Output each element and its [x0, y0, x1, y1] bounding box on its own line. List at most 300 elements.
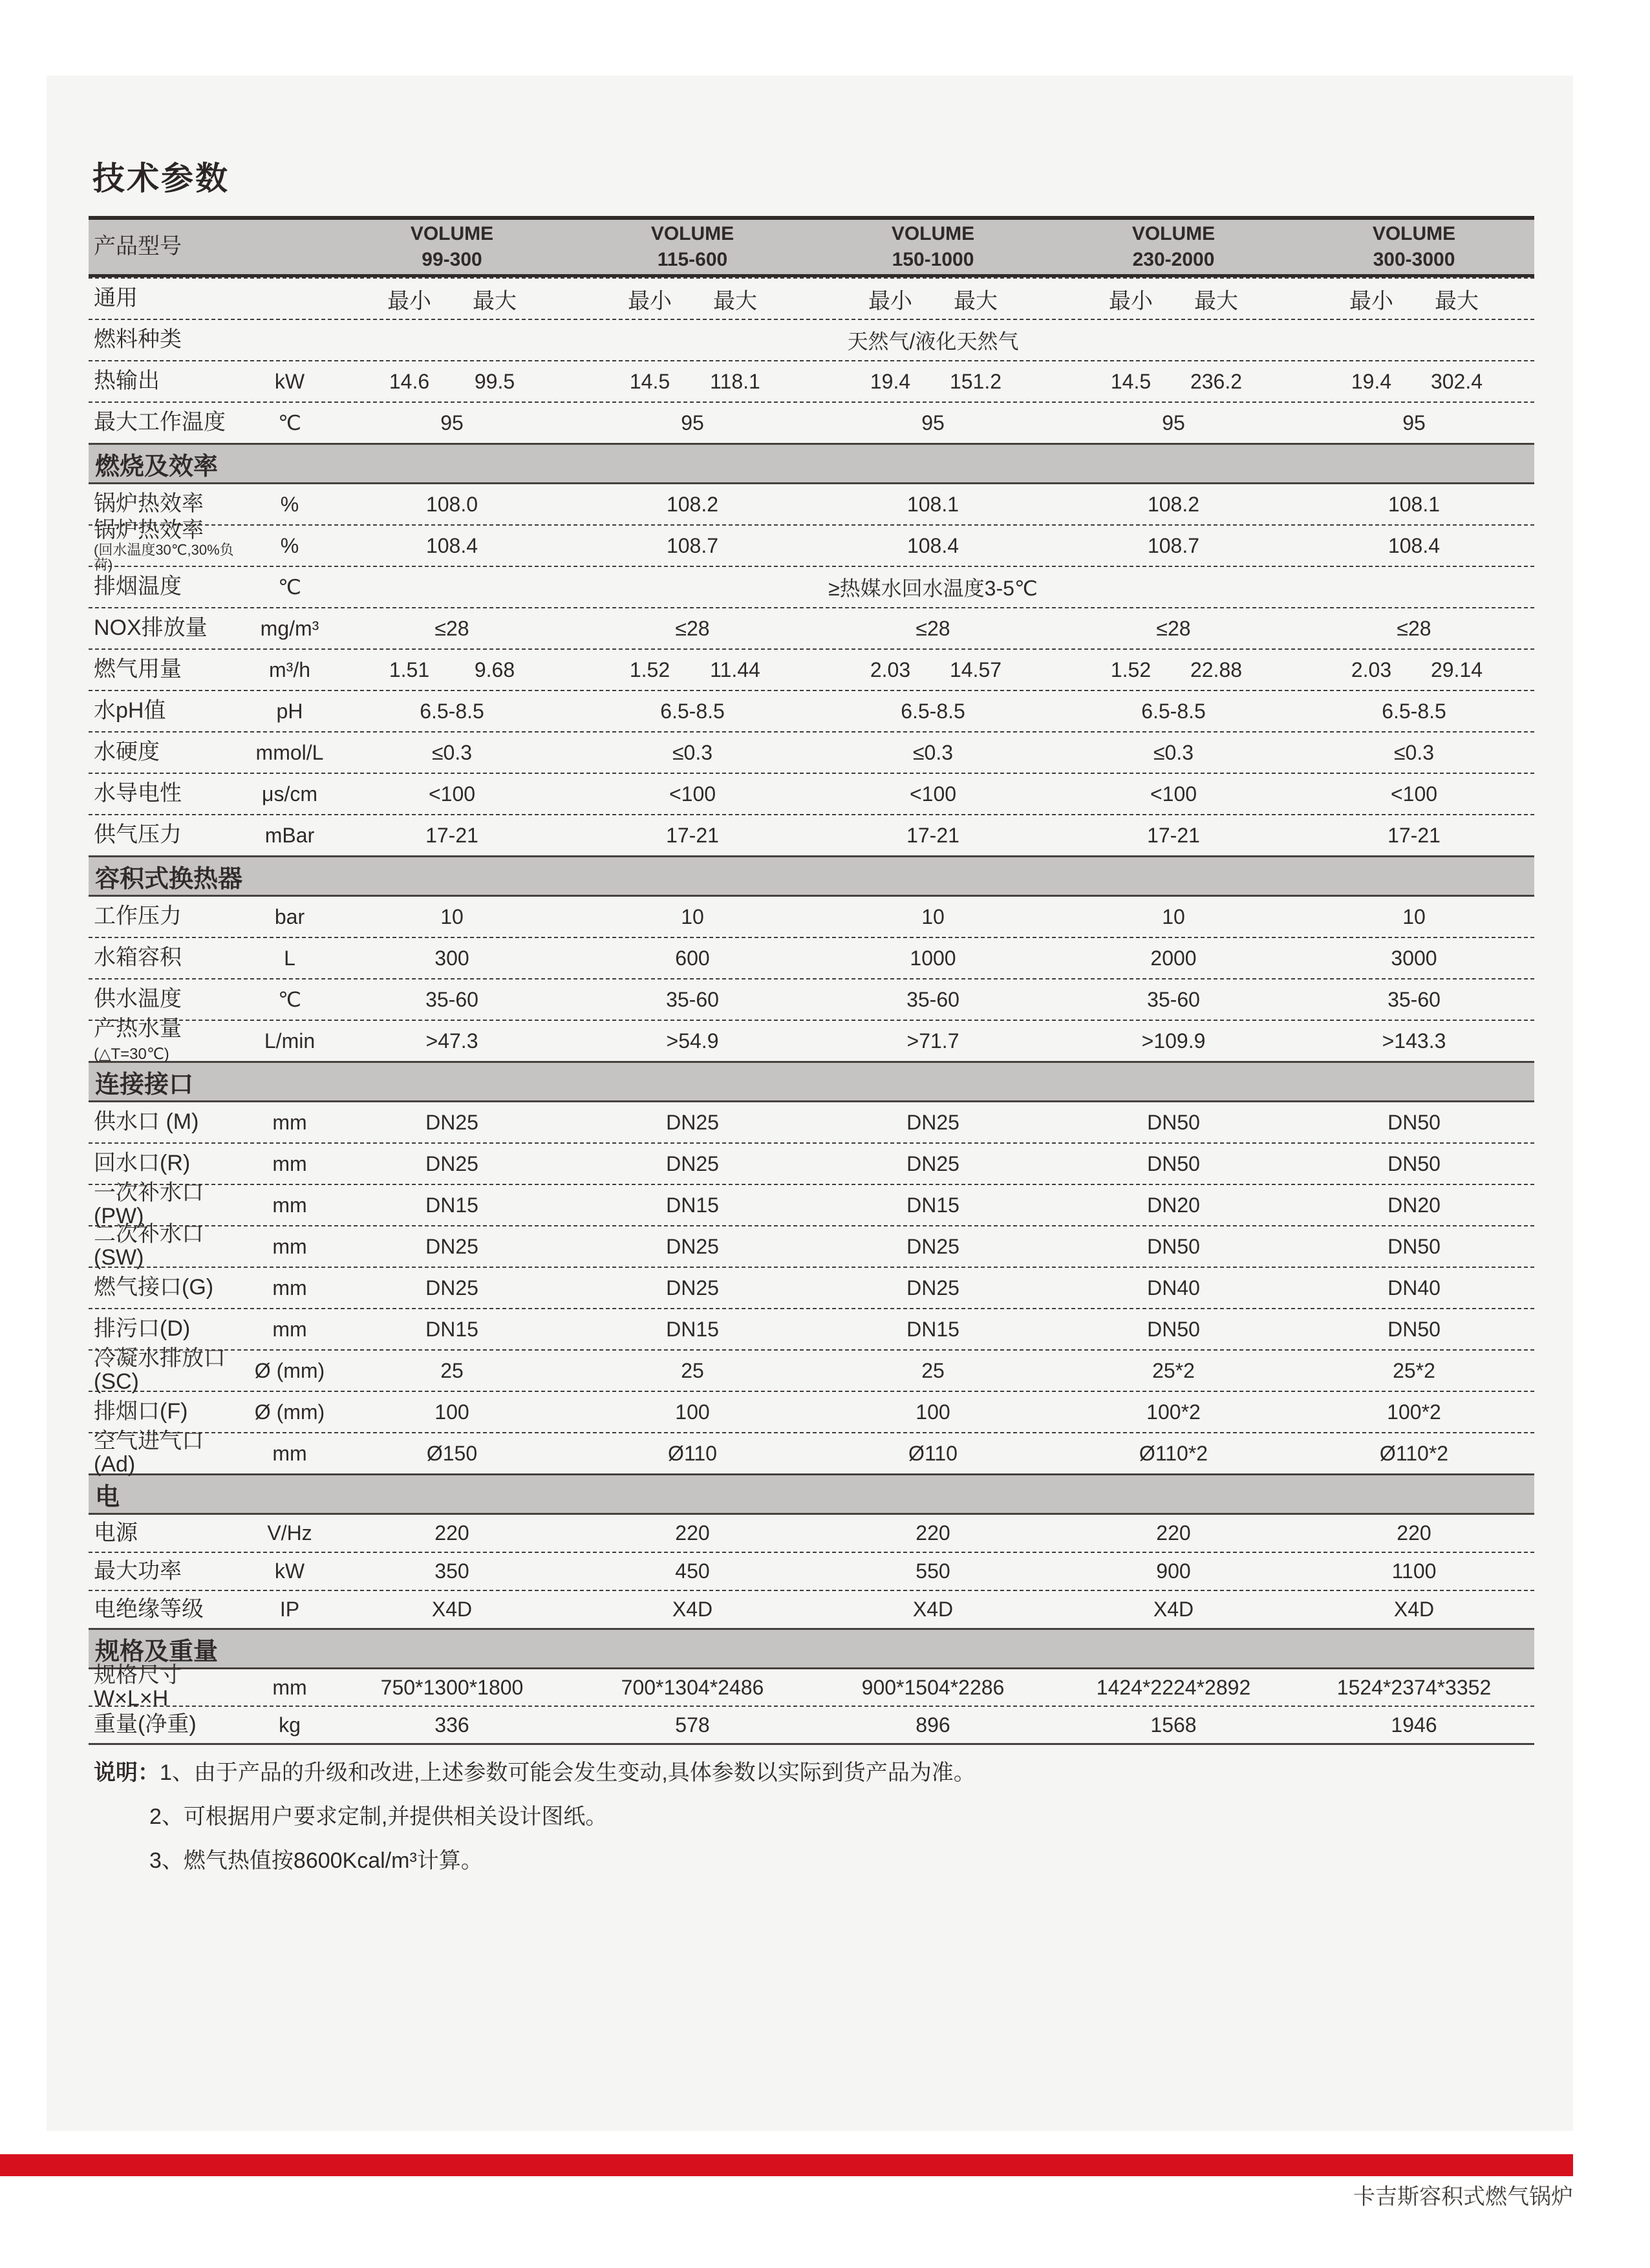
row-label-text: 重量(净重)	[94, 1712, 197, 1737]
value: 17-21	[1388, 823, 1441, 847]
row-value-cell	[332, 741, 572, 765]
table-row	[89, 1181, 1534, 1228]
row-value-cell	[813, 782, 1053, 806]
row-value-cell	[1294, 1111, 1534, 1135]
table-row	[89, 938, 1534, 979]
row-unit: mm	[272, 1317, 307, 1341]
value: ≤28	[434, 616, 469, 640]
row-label-text: 水pH值	[94, 698, 166, 723]
row-value-cell	[572, 782, 813, 806]
value: 300	[434, 946, 469, 970]
minmax-max-label: 最大	[1194, 288, 1238, 314]
value: 100	[675, 1400, 710, 1424]
value: X4D	[1153, 1598, 1194, 1621]
value: ≤0.3	[431, 740, 473, 764]
value-max: 11.44	[710, 658, 760, 681]
value: 108.2	[666, 492, 719, 516]
value: DN40	[1147, 1276, 1200, 1300]
value: 1946	[1391, 1713, 1437, 1737]
value: >109.9	[1141, 1029, 1206, 1053]
value: 220	[675, 1521, 710, 1545]
row-unit: Ø (mm)	[254, 1400, 325, 1424]
row-value-cell	[813, 1359, 1053, 1383]
value-min: 1.52	[629, 658, 670, 681]
value: <100	[428, 782, 476, 806]
value: ≤0.3	[672, 740, 713, 764]
row-unit: mm	[272, 1441, 307, 1465]
row-value-cell	[572, 1676, 813, 1700]
page-title: 技术参数	[92, 160, 230, 197]
value: 900*1504*2286	[861, 1675, 1005, 1699]
value-min: 2.03	[1351, 658, 1392, 681]
value: DN15	[666, 1317, 719, 1341]
value: >71.7	[906, 1029, 959, 1053]
row-value-cell	[572, 988, 813, 1012]
row-value-cell	[1294, 411, 1534, 435]
row-value-cell	[1053, 1400, 1294, 1424]
table-row	[89, 518, 1534, 573]
value: <100	[909, 782, 957, 806]
value: X4D	[672, 1598, 713, 1621]
row-span-value: ≥热媒水回水温度3-5℃	[828, 577, 1038, 600]
row-value-cell	[1053, 1442, 1294, 1466]
value: 1100	[1391, 1559, 1437, 1583]
value: <100	[1150, 782, 1197, 806]
row-value-cell	[813, 1111, 1053, 1135]
model-column-header	[572, 223, 813, 271]
value: 896	[916, 1713, 950, 1737]
table-row	[89, 1515, 1534, 1553]
row-label	[89, 782, 248, 806]
table-section	[89, 443, 1534, 855]
row-unit: mm	[272, 1193, 307, 1217]
row-value-cell	[572, 1359, 813, 1383]
row-value-cell	[1053, 905, 1294, 929]
value: DN25	[906, 1110, 959, 1134]
row-minmax-cell	[572, 283, 813, 315]
row-value-cell	[813, 1276, 1053, 1300]
value: >47.3	[425, 1029, 478, 1053]
row-unit: pH	[276, 699, 303, 723]
row-value-cell	[1294, 700, 1534, 723]
value: 578	[675, 1713, 710, 1737]
value: 35-60	[1388, 987, 1441, 1011]
row-label	[89, 1560, 248, 1583]
model-column-header	[1294, 223, 1534, 271]
value: DN50	[1147, 1151, 1200, 1175]
section-band-title: 规格及重量	[95, 1638, 219, 1665]
value: ≤28	[675, 616, 710, 640]
model-code: 99-300	[422, 249, 482, 270]
table-row	[89, 1392, 1534, 1433]
row-label-sub: (△T=30℃)	[94, 1045, 169, 1063]
row-value-cell	[813, 1559, 1053, 1583]
row-value-cell	[813, 947, 1053, 970]
row-label-text: 空气进气口 (Ad)	[94, 1429, 204, 1477]
minmax-max-label: 最大	[713, 288, 757, 314]
row-unit: mm	[272, 1234, 307, 1258]
value-min: 1.51	[389, 658, 430, 681]
row-value-cell	[1294, 1442, 1534, 1466]
row-value-cell	[572, 534, 813, 558]
value: 108.2	[1147, 492, 1200, 516]
row-value-cell	[813, 1029, 1053, 1053]
value: ≤0.3	[1393, 740, 1435, 764]
row-value-cell	[332, 1521, 572, 1545]
table-row	[89, 1144, 1534, 1185]
row-value-cell	[332, 1400, 572, 1424]
model-code: 230-2000	[1132, 249, 1215, 270]
value: 17-21	[666, 823, 719, 847]
row-value-cell	[572, 1559, 813, 1583]
value: 2000	[1150, 946, 1197, 970]
value: 6.5-8.5	[660, 699, 725, 723]
value: DN50	[1147, 1317, 1200, 1341]
table-row	[89, 1102, 1534, 1144]
row-unit: mm	[272, 1276, 307, 1300]
value-max: 151.2	[949, 369, 1002, 393]
row-label	[89, 370, 248, 393]
row-label-text: 供气压力	[94, 822, 182, 848]
minmax-min-label: 最小	[1109, 288, 1153, 314]
value: 6.5-8.5	[1382, 699, 1446, 723]
row-label-text: 产热水量	[94, 1016, 182, 1042]
row-value-cell	[332, 1318, 572, 1342]
value: 10	[1162, 904, 1185, 928]
row-value-cell	[572, 700, 813, 723]
row-value-cell	[813, 411, 1053, 435]
row-value-cell	[332, 782, 572, 806]
value: 108.1	[906, 492, 959, 516]
value: 25*2	[1393, 1358, 1435, 1382]
table-row	[89, 691, 1534, 733]
table-row	[89, 774, 1534, 815]
row-value-cell	[332, 411, 572, 435]
section-band-title: 燃烧及效率	[95, 453, 219, 480]
value: DN25	[666, 1276, 719, 1300]
value: DN15	[425, 1317, 478, 1341]
value: 108.1	[1388, 492, 1441, 516]
row-label-text: 排烟温度	[94, 574, 182, 599]
row-label	[89, 658, 248, 681]
row-unit: mm	[272, 1110, 307, 1134]
value-min: 1.52	[1110, 658, 1152, 681]
row-value-cell	[1294, 1029, 1534, 1053]
row-label	[89, 1152, 248, 1175]
row-label-text: 一次补水口(PW)	[94, 1181, 204, 1228]
note-text: 1、由于产品的升级和改进,上述参数可能会发生变动,具体参数以实际到货产品为准。	[160, 1760, 976, 1785]
row-value-cell	[1294, 1235, 1534, 1259]
row-label-text: 燃料种类	[94, 327, 182, 352]
row-value-cell	[1294, 534, 1534, 558]
value-max: 118.1	[710, 369, 760, 393]
row-value-cell	[332, 1442, 572, 1466]
row-label-text: 工作压力	[94, 904, 182, 929]
row-value-cell	[1294, 1318, 1534, 1342]
row-value-cell	[572, 1111, 813, 1135]
value: DN25	[666, 1110, 719, 1134]
row-unit: mm	[272, 1675, 307, 1699]
value-max: 99.5	[474, 369, 515, 393]
value: 1000	[910, 946, 956, 970]
value: DN15	[425, 1193, 478, 1217]
row-unit: mm	[272, 1151, 307, 1175]
row-value-cell	[813, 1442, 1053, 1466]
value: DN50	[1388, 1234, 1441, 1258]
note-line: 2、可根据用户要求定制,并提供相关设计图纸。	[149, 1804, 608, 1829]
row-label	[89, 575, 248, 599]
row-value-cell	[332, 1111, 572, 1135]
minmax-max-label: 最大	[954, 288, 998, 314]
value: DN25	[666, 1151, 719, 1175]
value: ≤28	[916, 616, 950, 640]
value: 95	[1402, 411, 1426, 434]
row-value-cell	[1294, 1521, 1534, 1545]
table-row	[89, 979, 1534, 1021]
value: DN25	[906, 1151, 959, 1175]
value: 25	[681, 1358, 704, 1382]
row-value-cell	[1294, 782, 1534, 806]
notes-prefix: 说明：	[94, 1760, 160, 1785]
row-value-cell	[1294, 1713, 1534, 1737]
value: 108.4	[906, 533, 959, 557]
row-value-cell	[332, 905, 572, 929]
value: 10	[921, 904, 945, 928]
note-line	[94, 1760, 1452, 1786]
value: 100*2	[1387, 1400, 1441, 1424]
row-label-text: 电源	[94, 1520, 138, 1545]
value: 35-60	[425, 987, 478, 1011]
note-line: 3、燃气热值按8600Kcal/m³计算。	[149, 1848, 483, 1873]
value: >54.9	[666, 1029, 719, 1053]
row-value-cell	[1053, 1559, 1294, 1583]
row-unit: kW	[274, 369, 305, 393]
value: 450	[675, 1559, 710, 1583]
model-column-header	[1053, 223, 1294, 271]
row-unit: L/min	[264, 1029, 316, 1053]
value-min: 2.03	[870, 658, 911, 681]
row-value-cell	[332, 534, 572, 558]
value: ≤0.3	[1153, 740, 1194, 764]
value: 17-21	[906, 823, 959, 847]
value: DN15	[906, 1317, 959, 1341]
row-value-cell	[1294, 1559, 1534, 1583]
value: 10	[681, 904, 704, 928]
value: 10	[1402, 904, 1426, 928]
row-label	[89, 824, 248, 847]
row-label	[89, 1522, 248, 1545]
row-value-cell	[1053, 700, 1294, 723]
row-value-cell	[813, 741, 1053, 765]
value: 10	[440, 904, 464, 928]
row-value-cell	[332, 700, 572, 723]
value: DN25	[425, 1110, 478, 1134]
row-value-cell	[332, 824, 572, 848]
value: 95	[681, 411, 704, 434]
row-pair-cell	[813, 658, 1053, 682]
minmax-min-label: 最小	[387, 288, 431, 314]
row-value-cell	[572, 905, 813, 929]
table-row	[89, 608, 1534, 650]
row-value-cell	[332, 1559, 572, 1583]
value: 35-60	[906, 987, 959, 1011]
row-value-cell	[1053, 1111, 1294, 1135]
row-label-text: 燃气用量	[94, 657, 182, 682]
table-section	[89, 1473, 1534, 1628]
row-value-cell	[1053, 1598, 1294, 1621]
row-label-text: 通用	[94, 286, 138, 311]
row-value-cell	[1053, 1193, 1294, 1217]
row-label-text: 最大功率	[94, 1558, 182, 1583]
row-value-cell	[572, 1235, 813, 1259]
row-label-text: 锅炉热效率	[94, 518, 204, 543]
row-value-cell	[572, 1276, 813, 1300]
row-value-cell	[813, 1521, 1053, 1545]
row-value-cell	[572, 1521, 813, 1545]
value-min: 14.5	[629, 369, 670, 393]
row-label-text: 冷凝水排放口(SC)	[94, 1346, 226, 1394]
table-row	[89, 1707, 1534, 1743]
row-value-cell	[572, 741, 813, 765]
row-value-cell	[332, 1276, 572, 1300]
row-value-cell	[572, 947, 813, 970]
row-pair-cell	[1294, 370, 1534, 394]
row-value-cell	[572, 1029, 813, 1053]
row-value-cell	[332, 1152, 572, 1176]
value: DN25	[666, 1234, 719, 1258]
row-label-text: 水硬度	[94, 740, 160, 765]
section-band	[89, 1628, 1534, 1669]
model-code: 300-3000	[1373, 249, 1455, 270]
value: 750*1300*1800	[380, 1675, 524, 1699]
row-value-cell	[813, 1193, 1053, 1217]
value: 100	[916, 1400, 950, 1424]
value-max: 14.57	[949, 658, 1002, 681]
row-value-cell	[1294, 824, 1534, 848]
section-band	[89, 855, 1534, 897]
table-row	[89, 1309, 1534, 1351]
model-column-header	[332, 223, 572, 271]
table-row	[89, 320, 1534, 361]
value: X4D	[912, 1598, 954, 1621]
value: 108.4	[425, 533, 478, 557]
row-pair-cell	[332, 658, 572, 682]
row-value-cell	[1294, 741, 1534, 765]
section-band-title: 连接接口	[95, 1071, 194, 1098]
section-band-title: 容积式换热器	[95, 865, 243, 893]
row-pair-cell	[572, 658, 813, 682]
row-value-cell	[813, 1318, 1053, 1342]
row-label	[89, 519, 248, 572]
row-unit: mBar	[264, 823, 315, 847]
value: 100	[434, 1400, 469, 1424]
value: Ø110	[668, 1441, 717, 1465]
row-value-cell	[332, 1713, 572, 1737]
table-section	[89, 855, 1534, 1061]
section-band	[89, 1061, 1534, 1102]
row-unit: bar	[274, 904, 305, 928]
row-label	[89, 1347, 248, 1393]
minmax-max-label: 最大	[473, 288, 517, 314]
row-value-cell	[813, 1713, 1053, 1737]
row-label	[89, 617, 248, 640]
value: 95	[921, 411, 945, 434]
row-value-cell	[1053, 534, 1294, 558]
value: 95	[1162, 411, 1185, 434]
table-header-row	[89, 216, 1534, 277]
row-value-cell	[1294, 905, 1534, 929]
row-value-cell	[1053, 1235, 1294, 1259]
row-minmax-cell	[1294, 283, 1534, 315]
value: >143.3	[1382, 1029, 1446, 1053]
row-value-cell	[813, 905, 1053, 929]
row-label	[89, 411, 248, 434]
footer-red-bar	[0, 2154, 1573, 2176]
row-unit: kg	[279, 1713, 301, 1737]
value: 3000	[1391, 946, 1437, 970]
row-label-sub: (回水温度30℃,30%负荷)	[94, 541, 234, 573]
row-value-cell	[1053, 617, 1294, 641]
value: ≤28	[1156, 616, 1191, 640]
row-value-cell	[813, 1676, 1053, 1700]
table-row	[89, 1591, 1534, 1628]
value: 220	[1156, 1521, 1191, 1545]
value: DN50	[1388, 1317, 1441, 1341]
row-label	[89, 1111, 248, 1134]
value: DN50	[1147, 1110, 1200, 1134]
value: 700*1304*2486	[621, 1675, 764, 1699]
table-row	[89, 361, 1534, 403]
value: 550	[916, 1559, 950, 1583]
value: DN15	[906, 1193, 959, 1217]
row-value-cell	[1053, 1713, 1294, 1737]
minmax-max-label: 最大	[1435, 288, 1479, 314]
row-value-cell	[813, 1152, 1053, 1176]
table-row	[89, 897, 1534, 938]
row-value-cell	[1053, 1318, 1294, 1342]
row-value-cell	[1294, 988, 1534, 1012]
table-row	[89, 567, 1534, 608]
row-label	[89, 905, 248, 928]
value: DN25	[425, 1276, 478, 1300]
row-unit: ℃	[278, 411, 301, 434]
row-unit: mmol/L	[255, 740, 324, 764]
value: Ø110	[908, 1441, 958, 1465]
value: 108.7	[1147, 533, 1200, 557]
row-label	[89, 700, 248, 723]
row-unit: ℃	[278, 575, 301, 599]
value: 6.5-8.5	[1141, 699, 1206, 723]
value-max: 9.68	[474, 658, 515, 681]
table-row	[89, 1663, 1534, 1711]
value: Ø150	[426, 1441, 478, 1465]
value: DN40	[1388, 1276, 1441, 1300]
value: 100*2	[1146, 1400, 1201, 1424]
row-label-text: 供水温度	[94, 987, 182, 1012]
row-label-text: 排污口(D)	[94, 1316, 191, 1342]
value: 6.5-8.5	[420, 699, 484, 723]
value: 108.7	[666, 533, 719, 557]
value: DN50	[1147, 1234, 1200, 1258]
row-value-cell	[332, 1676, 572, 1700]
row-value-cell	[332, 1359, 572, 1383]
spec-table	[89, 216, 1534, 1745]
section-band	[89, 1473, 1534, 1515]
table-row	[89, 403, 1534, 443]
row-value-cell	[1053, 741, 1294, 765]
value-min: 19.4	[1351, 369, 1392, 393]
row-label	[89, 1182, 248, 1228]
